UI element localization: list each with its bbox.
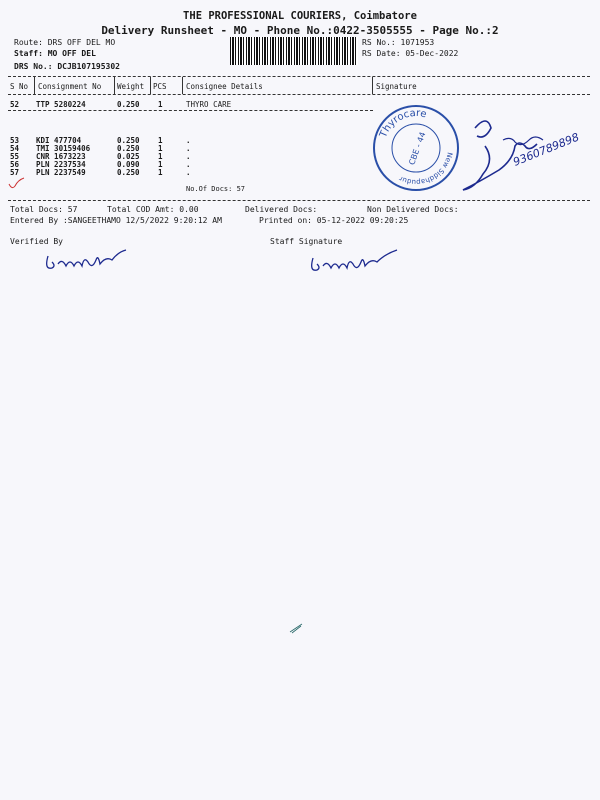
pen-mark (288, 622, 304, 634)
non-delivered-docs: Non Delivered Docs: (367, 205, 459, 214)
row-weight: 0.090 (117, 160, 140, 169)
divider (8, 110, 373, 111)
row-weight: 0.250 (117, 100, 140, 109)
verifier-signature (40, 246, 130, 276)
row-weight: 0.250 (117, 136, 140, 145)
col-divider (114, 77, 115, 94)
row-consignment: PLN 2237549 (36, 168, 86, 177)
runsheet-subtitle: Delivery Runsheet - MO - Phone No.:0422-3505555 - Page No.:2 (101, 24, 499, 37)
printed-on: Printed on: 05-12-2022 09:20:25 (259, 216, 409, 225)
col-divider (182, 77, 183, 94)
divider (8, 76, 590, 77)
signature-phone: 9360789898 (511, 130, 582, 169)
divider (8, 94, 590, 95)
row-sno: 52 (10, 100, 20, 109)
row-pcs: 1 (158, 100, 163, 109)
entered-by: Entered By :SANGEETHAMO 12/5/2022 9:20:12 AM (10, 216, 222, 225)
row-pcs: 1 (158, 160, 163, 169)
row-weight: 0.025 (117, 152, 140, 161)
row-consignee: . (186, 144, 191, 153)
row-consignee: . (186, 136, 191, 145)
row-consignment: TMI 30159406 (36, 144, 91, 153)
stamp-location: New Siddhapudur (397, 151, 454, 187)
col-pcs: PCS (153, 82, 167, 91)
route-label: Route: DRS OFF DEL MO (14, 38, 116, 47)
col-weight: Weight (117, 82, 145, 91)
row-weight: 0.250 (117, 144, 140, 153)
no-of-docs: No.Of Docs: 57 (186, 185, 246, 193)
consignment-table (10, 137, 191, 177)
row-consignment: PLN 2237534 (36, 160, 86, 169)
stamp-code: CBE - 44 (407, 130, 428, 167)
divider (8, 200, 590, 201)
stamp (368, 100, 464, 196)
verified-by-label: Verified By (10, 237, 63, 246)
row-weight: 0.250 (117, 168, 140, 177)
total-cod: Total COD Amt: 0.00 (107, 205, 199, 214)
total-docs: Total Docs: 57 (10, 205, 78, 214)
row-consignee: . (186, 160, 191, 169)
row-pcs: 1 (158, 168, 163, 177)
col-sno: S No (10, 82, 29, 91)
row-sno: 55 (10, 152, 20, 161)
delivered-docs: Delivered Docs: (245, 205, 318, 214)
receiver-signature (455, 100, 595, 195)
row-pcs: 1 (158, 144, 163, 153)
row-consignee: . (186, 168, 191, 177)
row-consignment: TTP 5280224 (36, 100, 86, 109)
row-pcs: 1 (158, 136, 163, 145)
tick-mark (6, 176, 28, 192)
row-sno: 53 (10, 136, 20, 145)
drs-number: DRS No.: DCJB107195302 (14, 62, 120, 71)
company-title: THE PROFESSIONAL COURIERS, Coimbatore (183, 10, 417, 22)
staff-signature-label: Staff Signature (270, 237, 343, 246)
table-row (10, 169, 191, 177)
stamp-text: Thyrocare (378, 107, 428, 140)
row-consignee: THYRO CARE (186, 100, 232, 109)
col-divider (34, 77, 35, 94)
col-divider (150, 77, 151, 94)
col-signature: Signature (376, 82, 417, 91)
row-consignee: . (186, 152, 191, 161)
staff-signature (305, 244, 400, 274)
rs-number: RS No.: 1071953 (362, 38, 435, 47)
col-consignee: Consignee Details (186, 82, 263, 91)
row-sno: 57 (10, 168, 20, 177)
row-sno: 56 (10, 160, 20, 169)
row-consignment: CNR 1673223 (36, 152, 86, 161)
row-consignment: KDI 477704 (36, 136, 82, 145)
rs-date: RS Date: 05-Dec-2022 (362, 49, 459, 58)
row-sno: 54 (10, 144, 20, 153)
row-pcs: 1 (158, 152, 163, 161)
col-consignment: Consignment No (38, 82, 102, 91)
barcode (230, 37, 358, 65)
staff-label: Staff: MO OFF DEL (14, 49, 96, 58)
col-divider (372, 77, 373, 94)
